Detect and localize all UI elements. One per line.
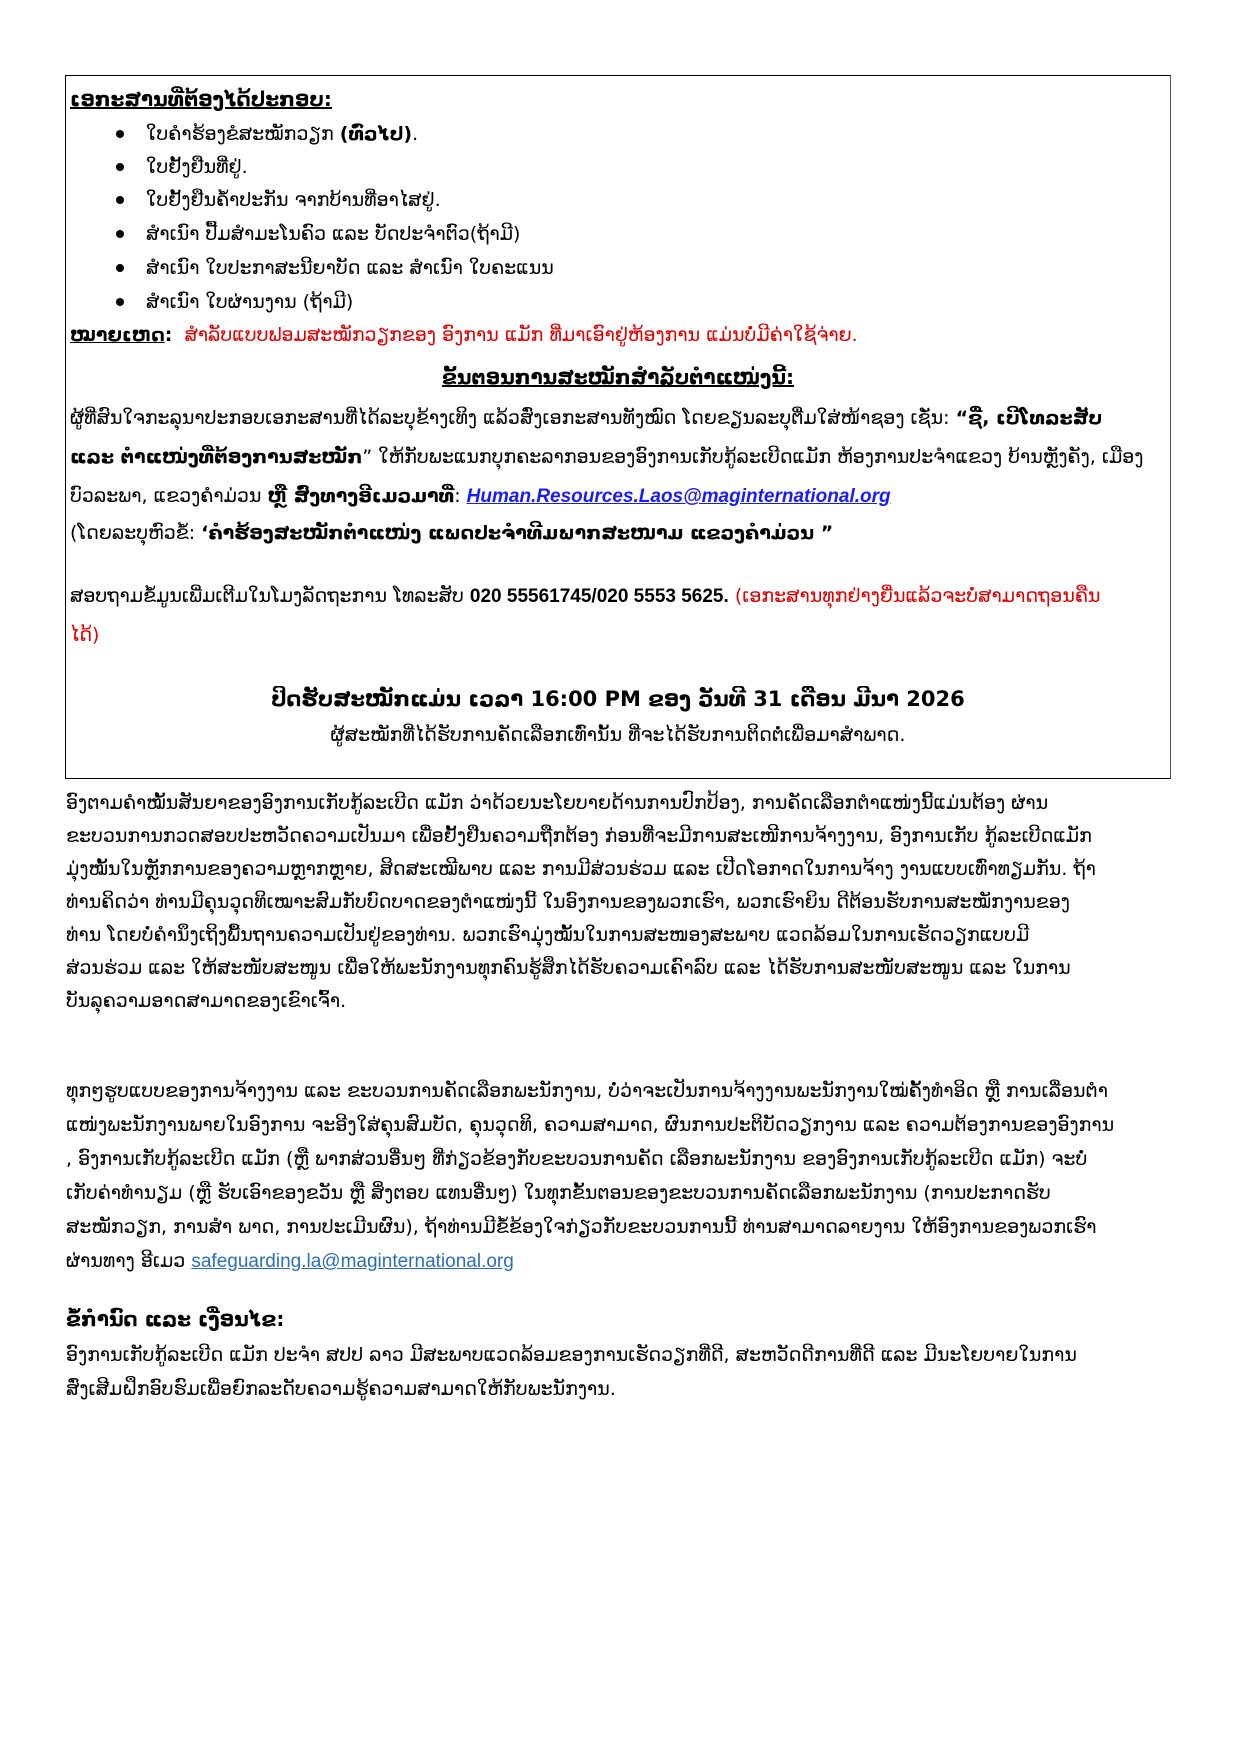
recruitment-para-line: ເກັບຄ່າທໍານຽມ (ຫຼື ຮັບເອົາຂອງຂວັນ ຫຼື ສິ່ງຕອບ ແທນອື່ນໆ) ໃນທຸກຂັ້ນຕອນຂອງຂະບວນການຄັດເລືອກພະນັກງານ (ການປະກາດຮັບ: [66, 1182, 1051, 1204]
phone-numbers: 020 55561745/020 5553 5625.: [469, 586, 729, 607]
safeguarding-para-line: ຂະບວນການກວດສອບປະຫວັດຄວາມເປັນມາ ເພື່ອຢັ້ງຢືນຄວາມຖືກຕ້ອງ ກ່ອນທີ່ຈະມີການສະເໜີການຈ້າງງານ, ອົງການເກັບ ກູ້ລະເບີດແມັກ: [66, 825, 1092, 847]
required-documents-heading: ເອກະສານທີ່ຕ້ອງໄດ້ປະກອບ:: [70, 87, 332, 111]
recruitment-para-text: ຜ່ານທາງ ອີເມວ: [66, 1250, 192, 1272]
recruitment-para-line: ສະໝັກວຽກ, ການສໍາ ພາດ, ການປະເມີນຜົນ), ຖ້າທ່ານມີຂໍ້ຂ້ອງໃຈກ່ຽວກັບຂະບວນການນີ້ ທ່ານສາມາດລາຍງານ ໃຫ້ອົງການຂອງພວກເຮົາ: [66, 1216, 1097, 1238]
procedure-line-1: [70, 405, 1166, 431]
doc-item: ສໍາເນົາ ປື້ມສໍາມະໂນຄົວ ແລະ ບັດປະຈໍາຕົວ(ຖ້າມີ): [146, 223, 521, 245]
safeguarding-para-line: ອົງຕາມຄໍາໝັ້ນສັນຍາຂອງອົງການເກັບກູ້ລະເບີດ ແມັກ ວ່າດ້ວຍນະໂຍບາຍດ້ານການປົກປ້ອງ, ການຄັດເລືອກຕໍາແໜ່ງນີ້ແມ່ນຕ້ອງ ຜ່ານ: [66, 792, 1049, 814]
safeguarding-para-line: ສ່ວນຮ່ວມ ແລະ ໃຫ້ສະໜັບສະໜູນ ເພື່ອໃຫ້ພະນັກງານທຸກຄົນຮູ້ສຶກໄດ້ຮັບຄວາມເຄົາລົບ ແລະ ໄດ້ຮັບການສະໜັບສະໜູນ ແລະ ໃນການ: [66, 957, 1071, 979]
procedure-line-2: [70, 444, 1166, 470]
procedure-colon: :: [454, 485, 467, 507]
shortlist-note: ຜູ້ສະໝັກທີ່ໄດ້ຮັບການຄັດເລືອກເທົ່ານັ້ນ ທີ່ຈະໄດ້ຮັບການຕິດຕໍ່ເພື່ອມາສໍາພາດ.: [330, 724, 906, 746]
doc-item-bold: (ທົ່ວໄປ): [339, 123, 413, 145]
contact-text: ສອບຖາມຂໍ້ມູນເພີ່ມເຕີມໃນໂມງລັດຖະການ ໂທລະສັບ: [70, 585, 470, 607]
doc-item: [146, 121, 418, 147]
terms-heading: ຂໍ້ກໍານົດ ແລະ ເງື່ອນໄຂ:: [66, 1307, 285, 1331]
recruitment-para-line: ທຸກໆຮູບແບບຂອງການຈ້າງງານ ແລະ ຂະບວນການຄັດເລືອກພະນັກງານ, ບໍ່ວ່າຈະເປັນການຈ້າງງານພະນັກງານໃໝ່ຄັ້ງທໍາອິດ ຫຼື ການເລື່ອນຕໍາ: [66, 1080, 1108, 1102]
procedure-text: (ໂດຍລະບຸຫົວຂໍ້:: [70, 522, 202, 544]
doc-item-text: ໃບຄໍາຮ້ອງຂໍສະໝັກວຽກ: [146, 123, 340, 145]
terms-line: ສົ່ງເສີມຝຶກອົບຮົມເພື່ອຍົກລະດັບຄວາມຮູ້ຄວາມສາມາດໃຫ້ກັບພະນັກງານ.: [66, 1378, 616, 1400]
procedure-bold: ຫຼື ສົ່ງທາງອີເມວມາທີ່: [267, 485, 455, 507]
procedure-bold: ແລະ ຕໍາແໜ່ງທີ່ຕ້ອງການສະໝັກ: [70, 446, 363, 468]
bullet-icon: [116, 196, 124, 204]
doc-item: ໃບຢັ້ງຢືນຄໍ້າປະກັນ ຈາກບ້ານທີ່ອາໄສຢູ່.: [146, 189, 441, 211]
recruitment-para-line: ແໜ່ງພະນັກງານພາຍໃນອົງການ ຈະອີງໃສ່ຄຸນສົມບັດ, ຄຸນວຸດທິ, ຄວາມສາມາດ, ຜົນການປະຕິບັດວຽກງານ ແລະ ຄວາມຕ້ອງການຂອງອົງການ: [66, 1114, 1115, 1136]
note-text: ສໍາລັບແບບຟອມສະໝັກວຽກຂອງ ອົງການ ແມັກ ທີ່ມາເອົາຢູ່ຫ້ອງການ ແມ່ນບໍ່ມີຄ່າໃຊ້ຈ່າຍ.: [184, 324, 858, 346]
recruitment-para-line: [66, 1248, 1172, 1275]
doc-item: ໃບຢັ້ງຢືນທີ່ຢູ່.: [146, 156, 248, 178]
warning-text-cont: ໄດ້): [70, 624, 100, 646]
procedure-text: ຜູ້ທີ່ສົນໃຈກະລຸນາປະກອບເອກະສານທີ່ໄດ້ລະບຸຂ້າງເທິງ ແລ້ວສົ່ງເອກະສານທັງໝົດ ໂດຍຂຽນລະບຸຕື່ມໃສ່ໜ້າຊອງ ເຊັ່ນ:: [70, 407, 956, 429]
safeguarding-email-link[interactable]: safeguarding.la@maginternational.org: [191, 1251, 514, 1272]
safeguarding-para-line: ມຸ່ງໝັ້ນໃນຫຼັກການຂອງຄວາມຫຼາກຫຼາຍ, ສິດສະເໝີພາບ ແລະ ການມີສ່ວນຮ່ວມ ແລະ ເປີດໂອກາດໃນການຈ້າງ ງານແບບເທົ່າທຽມກັນ. ຖ້າ: [66, 858, 1096, 880]
note-line: [70, 322, 858, 348]
bullet-icon: [116, 298, 124, 306]
warning-text: (ເອກະສານທຸກຢ່າງຍື່ນແລ້ວຈະບໍ່ສາມາດຖອນຄືນ: [728, 585, 1101, 607]
procedure-text: ” ໃຫ້ກັບພະແນກບຸກຄະລາກອນຂອງອົງການເກັບກູ້ລະເບີດແມັກ ຫ້ອງການປະຈໍາແຂວງ ບ້ານຫຼັງຄັງ, ເມືອງ: [362, 446, 1144, 468]
safeguarding-para-line: ບັນລຸຄວາມອາດສາມາດຂອງເຂົາເຈົ້າ.: [66, 990, 347, 1012]
doc-item-tail: .: [412, 123, 419, 145]
safeguarding-para-line: ທ່ານ ໂດຍບໍ່ຄໍານຶງເຖິງພື້ນຖານຄວາມເປັນຢູ່ຂອງທ່ານ. ພວກເຮົາມຸ່ງໝັ້ນໃນການສະໜອງສະພາບ ແວດລ້ອມໃນການເຮັດວຽກແບບມີ: [66, 924, 1030, 946]
safeguarding-para-line: ທ່ານຄິດວ່າ ທ່ານມີຄຸນວຸດທິເໝາະສົມກັບບົດບາດຂອງຕໍາແໜ່ງນີ້ ໃນອົງການຂອງພວກເຮົາ, ພວກເຮົາຍິນ ດີຕ້ອນຮັບການສະໝັກງານຂອງ: [66, 891, 1070, 913]
bullet-icon: [116, 163, 124, 171]
terms-line: ອົງການເກັບກູ້ລະເບີດ ແມັກ ປະຈໍາ ສປປ ລາວ ມີສະພາບແວດລ້ອມຂອງການເຮັດວຽກທີ່ດີ, ສະຫວັດດີການທີ່ດີ ແລະ ມີນະໂຍບາຍໃນການ: [66, 1344, 1077, 1366]
note-colon: :: [164, 324, 173, 346]
procedure-heading: ຂັ້ນຕອນການສະໝັກສໍາລັບຕໍາແໜ່ງນີ້:: [441, 365, 795, 389]
bullet-icon: [116, 264, 124, 272]
bullet-icon: [116, 130, 124, 138]
doc-item: ສໍາເນົາ ໃບຜ່ານງານ (ຖ້າມີ): [146, 291, 354, 313]
recruitment-para-line: , ອົງການເກັບກູ້ລະເບີດ ແມັກ (ຫຼື ພາກສ່ວນອື່ນໆ ທີ່ກ່ຽວຂ້ອງກັບຂະບວນການຄັດ ເລືອກພະນັກງານ ຂອງອົງການເກັບກູ້ລະເບີດ ແມັກ) ຈະບໍ່: [66, 1148, 1088, 1170]
contact-line: [70, 583, 1166, 610]
doc-item: ສໍາເນົາ ໃບປະກາສະນີຍາບັດ ແລະ ສໍາເນົາ ໃບຄະແນນ: [146, 257, 554, 279]
procedure-line-4: [70, 520, 1166, 546]
deadline: ປິດຮັບສະໝັກແມ່ນ ເວລາ 16:00 PM ຂອງ ວັນທີ 31 ເດືອນ ມີນາ 2026: [271, 687, 965, 711]
hr-email-link[interactable]: Human.Resources.Laos@maginternational.org: [466, 486, 891, 507]
bullet-icon: [116, 230, 124, 238]
note-label: ໝາຍເຫດ: [70, 324, 165, 346]
subject-line: ‘ຄໍາຮ້ອງສະໝັກຕໍາແໜ່ງ ແພດປະຈໍາທີມພາກສະໜາມ ແຂວງຄໍາມ່ວນ ”: [201, 522, 834, 544]
procedure-bold: “ຊື່, ເບີໂທລະສັບ: [955, 407, 1103, 429]
procedure-line-3: [70, 483, 1166, 510]
procedure-text: ບົວລະພາ, ແຂວງຄໍາມ່ວນ: [70, 485, 268, 507]
